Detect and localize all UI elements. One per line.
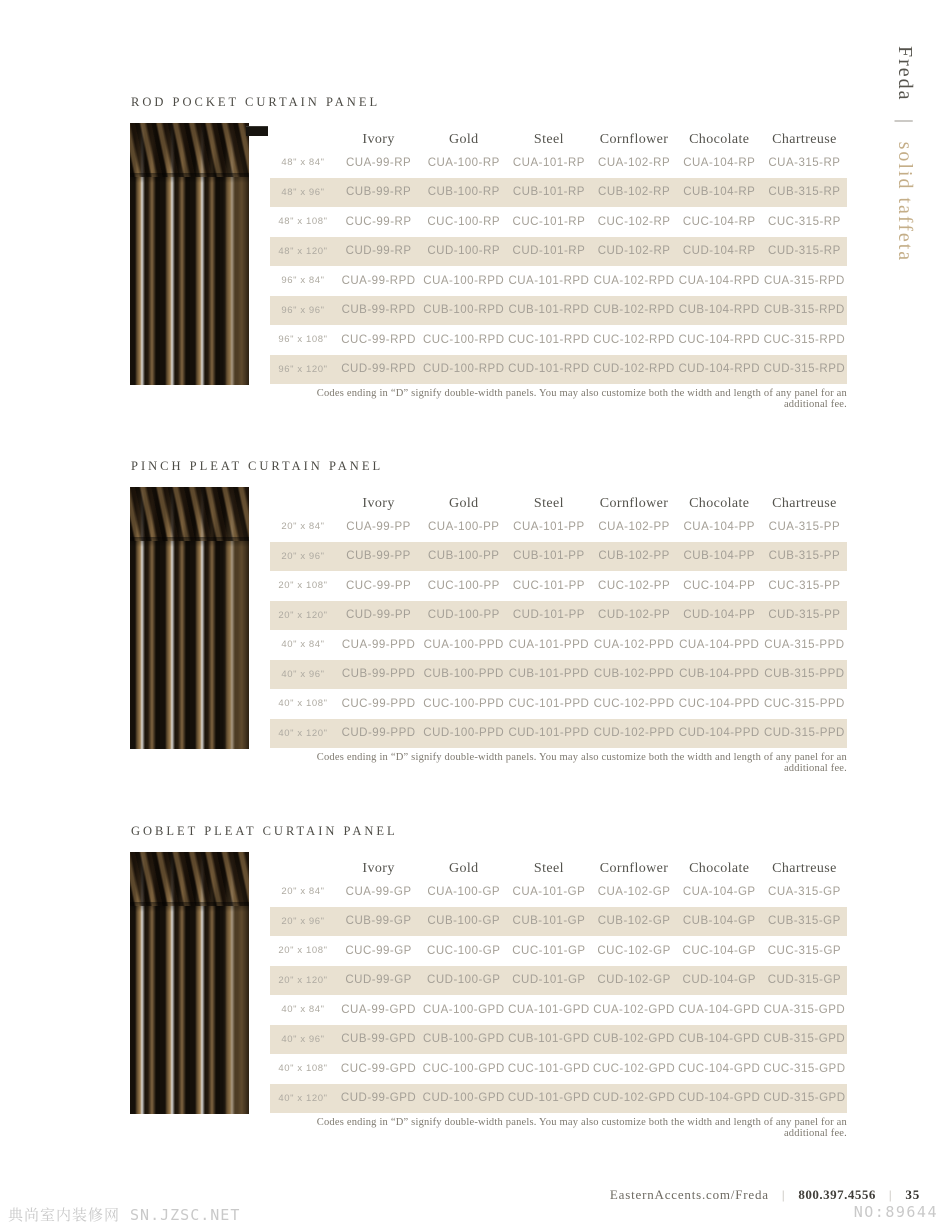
table-row	[270, 936, 847, 966]
table-row	[270, 660, 847, 690]
code-cell: CUB-99-RP	[345, 186, 412, 199]
code-cell: CUB-99-PPD	[341, 668, 416, 681]
size-cell: 48" x 84"	[281, 157, 325, 169]
code-cell: CUC-315-GPD	[763, 1062, 846, 1075]
column-header: Cornflower	[599, 131, 669, 147]
column-header: Chocolate	[689, 860, 750, 876]
code-cell: CUC-99-RP	[345, 215, 412, 228]
code-cell: CUA-102-GPD	[593, 1003, 675, 1016]
size-cell: 40" x 108"	[278, 1063, 328, 1075]
section-title: PINCH PLEAT CURTAIN PANEL	[131, 459, 384, 473]
table-row	[270, 1084, 847, 1114]
code-cell: CUB-100-RP	[427, 186, 500, 199]
size-cell: 20" x 120"	[278, 609, 328, 621]
code-cell: CUA-102-PP	[598, 520, 670, 533]
code-cell: CUD-100-PPD	[423, 727, 505, 740]
code-cell: CUB-102-GP	[597, 915, 671, 928]
code-cell: CUA-101-GPD	[508, 1003, 590, 1016]
code-cell: CUA-99-PP	[346, 520, 411, 533]
curtain-rod-finial	[246, 126, 268, 136]
code-cell: CUA-104-RPD	[678, 274, 760, 287]
size-cell: 96" x 108"	[278, 334, 328, 346]
code-cell: CUB-100-GP	[427, 915, 501, 928]
table-footnote: Codes ending in “D” signify double-width panels. You may also customize both the width and length of any panel for an additional fee.	[316, 388, 847, 410]
code-cell: CUA-101-RPD	[508, 274, 590, 287]
code-cell: CUA-99-RPD	[341, 274, 416, 287]
table-row	[270, 995, 847, 1025]
code-cell: CUD-99-PP	[345, 609, 412, 622]
column-header: Steel	[533, 131, 564, 147]
code-cell: CUD-104-GP	[682, 974, 756, 987]
table-row	[270, 296, 847, 326]
code-cell: CUC-101-GP	[512, 944, 586, 957]
section-rod-pocket	[130, 95, 850, 410]
code-cell: CUA-102-PPD	[593, 638, 675, 651]
code-cell: CUD-102-GPD	[592, 1092, 676, 1105]
code-cell: CUC-99-GPD	[340, 1062, 417, 1075]
size-cell: 48" x 120"	[278, 245, 328, 257]
code-cell: CUA-101-GP	[512, 885, 586, 898]
code-cell: CUD-100-GPD	[422, 1092, 505, 1105]
code-cell: CUC-104-RP	[682, 215, 756, 228]
code-cell: CUA-100-PPD	[423, 638, 504, 651]
code-cell: CUB-101-PP	[513, 550, 585, 563]
code-cell: CUA-102-GP	[597, 885, 671, 898]
column-header: Ivory	[362, 495, 395, 511]
table-row	[270, 237, 847, 267]
table-row	[270, 966, 847, 996]
table-header-row	[270, 860, 847, 877]
code-cell: CUC-101-RPD	[508, 333, 590, 346]
code-cell: CUD-101-GP	[512, 974, 586, 987]
table-row	[270, 601, 847, 631]
code-cell: CUA-104-PP	[683, 520, 755, 533]
code-cell: CUB-315-RPD	[763, 304, 845, 317]
code-cell: CUD-104-RPD	[678, 363, 761, 376]
code-cell: CUC-100-GPD	[422, 1062, 505, 1075]
table-row	[270, 1025, 847, 1055]
table-row	[270, 877, 847, 907]
code-cell: CUC-101-PPD	[508, 697, 590, 710]
code-cell: CUD-104-PP	[683, 609, 756, 622]
code-cell: CUC-99-GP	[345, 944, 412, 957]
column-header: Chartreuse	[772, 495, 837, 511]
size-cell: 40" x 84"	[281, 639, 325, 651]
code-cell: CUD-99-GP	[345, 974, 412, 987]
code-cell: CUC-101-RP	[512, 215, 586, 228]
code-cell: CUC-102-PP	[598, 579, 671, 592]
code-cell: CUB-101-GPD	[508, 1033, 590, 1046]
column-header: Cornflower	[599, 860, 669, 876]
code-cell: CUC-315-PP	[768, 579, 841, 592]
code-cell: CUA-99-GPD	[341, 1003, 416, 1016]
section-title: ROD POCKET CURTAIN PANEL	[131, 95, 381, 109]
code-cell: CUC-104-PP	[683, 579, 756, 592]
code-cell: CUB-104-GPD	[678, 1033, 761, 1046]
code-cell: CUA-100-RP	[427, 156, 500, 169]
code-cell: CUB-104-RP	[683, 186, 756, 199]
code-cell: CUA-100-GP	[427, 885, 501, 898]
code-cell: CUC-100-GP	[427, 944, 501, 957]
code-cell: CUC-101-PP	[512, 579, 585, 592]
page-footer	[610, 1187, 920, 1203]
code-cell: CUA-101-PPD	[508, 638, 590, 651]
code-cell: CUD-102-RPD	[593, 363, 675, 376]
code-cell: CUD-315-GPD	[763, 1092, 846, 1105]
footer-website-link[interactable]: EasternAccents.com/Freda	[609, 1187, 769, 1202]
code-cell: CUA-101-PP	[513, 520, 585, 533]
code-cell: CUD-102-RP	[597, 245, 671, 258]
code-cell: CUA-104-GPD	[678, 1003, 761, 1016]
watermark-number: NO:89644	[853, 1203, 938, 1221]
column-header: Gold	[448, 860, 479, 876]
code-cell: CUD-315-PP	[768, 609, 841, 622]
code-cell: CUC-99-RPD	[341, 333, 416, 346]
size-cell: 20" x 108"	[278, 945, 328, 957]
code-cell: CUC-104-GPD	[678, 1062, 761, 1075]
table-row	[270, 355, 847, 385]
code-cell: CUB-99-GP	[345, 915, 412, 928]
size-cell: 40" x 96"	[281, 668, 325, 680]
pinch-pleat-curtain-photo	[130, 487, 249, 749]
code-cell: CUD-104-PPD	[678, 727, 760, 740]
code-cell: CUC-100-PP	[427, 579, 500, 592]
code-cell: CUB-315-GPD	[763, 1033, 846, 1046]
page-number: 35	[905, 1187, 920, 1202]
code-cell: CUC-104-RPD	[678, 333, 761, 346]
code-cell: CUB-100-GPD	[422, 1033, 505, 1046]
code-cell: CUC-102-GPD	[592, 1062, 676, 1075]
code-cell: CUD-100-PP	[427, 609, 500, 622]
size-cell: 40" x 108"	[278, 698, 328, 710]
code-cell: CUC-102-RPD	[593, 333, 675, 346]
code-cell: CUA-100-RPD	[423, 274, 505, 287]
code-cell: CUD-102-PP	[598, 609, 671, 622]
code-cell: CUA-100-GPD	[422, 1003, 505, 1016]
table-row	[270, 178, 847, 208]
size-cell: 96" x 120"	[278, 363, 328, 375]
code-cell: CUC-100-RP	[427, 215, 501, 228]
column-header: Ivory	[362, 860, 395, 876]
code-cell: CUD-100-GP	[427, 974, 501, 987]
code-cell: CUD-315-PPD	[763, 727, 845, 740]
brand-separator: |	[894, 118, 916, 125]
column-header: Chartreuse	[772, 131, 837, 147]
table-row	[270, 266, 847, 296]
code-cell: CUD-315-GP	[767, 974, 842, 987]
code-cell: CUB-101-GP	[512, 915, 586, 928]
column-header: Ivory	[362, 131, 395, 147]
table-row	[270, 542, 847, 572]
code-cell: CUB-102-PP	[598, 550, 670, 563]
code-cell: CUB-99-PP	[346, 550, 411, 563]
table-row	[270, 1054, 847, 1084]
code-cell: CUA-315-RP	[768, 156, 841, 169]
code-cell: CUB-101-RP	[512, 186, 585, 199]
table-row	[270, 689, 847, 719]
table-row	[270, 719, 847, 749]
code-cell: CUB-104-GP	[682, 915, 756, 928]
code-cell: CUC-102-RP	[597, 215, 671, 228]
code-cell: CUC-100-PPD	[423, 697, 505, 710]
footer-phone: 800.397.4556	[798, 1187, 876, 1202]
size-cell: 20" x 84"	[281, 521, 325, 533]
table-header-row	[270, 495, 847, 512]
column-header: Chartreuse	[772, 860, 837, 876]
code-cell: CUB-99-RPD	[341, 304, 416, 317]
code-cell: CUB-102-RPD	[593, 304, 675, 317]
code-cell: CUC-315-PPD	[763, 697, 845, 710]
size-cell: 40" x 120"	[278, 727, 328, 739]
size-cell: 40" x 120"	[278, 1092, 328, 1104]
column-header: Cornflower	[599, 495, 669, 511]
code-cell: CUC-315-GP	[767, 944, 842, 957]
goblet-pleat-curtain-photo	[130, 852, 249, 1114]
code-cell: CUD-99-RP	[345, 245, 412, 258]
size-cell: 40" x 96"	[281, 1033, 325, 1045]
section-title: GOBLET PLEAT CURTAIN PANEL	[131, 824, 398, 838]
collection-name: solid taffeta	[894, 141, 916, 263]
code-cell: CUD-315-RPD	[763, 363, 846, 376]
code-cell: CUA-99-PPD	[341, 638, 416, 651]
code-cell: CUB-100-PPD	[423, 668, 504, 681]
code-cell: CUC-104-PPD	[678, 697, 760, 710]
code-cell: CUD-101-PP	[512, 609, 585, 622]
code-cell: CUA-99-RP	[345, 156, 412, 169]
code-cell: CUC-104-GP	[682, 944, 756, 957]
code-cell: CUC-315-RP	[768, 215, 841, 228]
column-header: Steel	[533, 495, 564, 511]
watermark-site: 典尚室内装修网 SN.JZSC.NET	[8, 1206, 241, 1224]
table-header-row	[270, 131, 847, 148]
table-row	[270, 148, 847, 178]
code-cell: CUA-315-PPD	[764, 638, 845, 651]
code-cell: CUB-99-GPD	[341, 1033, 416, 1046]
code-cell: CUB-102-PPD	[593, 668, 675, 681]
code-cell: CUD-99-RPD	[341, 363, 416, 376]
table-row	[270, 630, 847, 660]
code-cell: CUB-104-PPD	[679, 668, 760, 681]
code-cell: CUD-101-GPD	[507, 1092, 590, 1105]
code-cell: CUA-315-GPD	[763, 1003, 846, 1016]
code-cell: CUB-100-RPD	[423, 304, 505, 317]
brand-name: Freda	[894, 46, 916, 102]
code-cell: CUD-100-RPD	[422, 363, 505, 376]
code-cell: CUB-315-PPD	[764, 668, 845, 681]
code-cell: CUD-101-RPD	[508, 363, 590, 376]
size-cell: 96" x 84"	[281, 275, 325, 287]
code-cell: CUA-102-RPD	[593, 274, 675, 287]
section-pinch-pleat	[130, 459, 850, 774]
code-cell: CUA-104-RP	[683, 156, 756, 169]
code-cell: CUC-99-PPD	[341, 697, 416, 710]
code-cell: CUD-102-PPD	[593, 727, 675, 740]
code-cell: CUC-315-RPD	[763, 333, 846, 346]
code-cell: CUD-104-GPD	[678, 1092, 761, 1105]
code-cell: CUB-102-RP	[598, 186, 671, 199]
panel-table	[270, 860, 847, 1113]
rod-pocket-curtain-photo	[130, 123, 249, 385]
footer-separator: |	[888, 1187, 893, 1202]
size-cell: 48" x 108"	[278, 216, 328, 228]
code-cell: CUB-104-RPD	[678, 304, 760, 317]
column-header: Chocolate	[689, 131, 750, 147]
table-row	[270, 325, 847, 355]
table-row	[270, 571, 847, 601]
footer-separator: |	[781, 1187, 786, 1202]
table-row	[270, 207, 847, 237]
code-cell: CUD-101-PPD	[508, 727, 590, 740]
code-cell: CUB-101-RPD	[508, 304, 590, 317]
code-cell: CUD-315-RP	[768, 245, 841, 258]
size-cell: 48" x 96"	[281, 186, 325, 198]
size-cell: 20" x 96"	[281, 550, 325, 562]
size-cell: 20" x 96"	[281, 915, 325, 927]
code-cell: CUC-102-PPD	[593, 697, 675, 710]
code-cell: CUB-101-PPD	[508, 668, 590, 681]
table-row	[270, 512, 847, 542]
table-row	[270, 907, 847, 937]
panel-table	[270, 131, 847, 384]
code-cell: CUA-315-PP	[768, 520, 841, 533]
code-cell: CUC-99-PP	[345, 579, 412, 592]
code-cell: CUA-104-PPD	[679, 638, 760, 651]
page-edge-brand	[893, 46, 916, 262]
code-cell: CUD-99-PPD	[341, 727, 416, 740]
column-header: Gold	[448, 495, 479, 511]
code-cell: CUD-104-RP	[682, 245, 756, 258]
code-cell: CUB-315-GP	[768, 915, 841, 928]
size-cell: 20" x 120"	[278, 974, 328, 986]
code-cell: CUD-100-RP	[427, 245, 501, 258]
code-cell: CUB-104-PP	[683, 550, 755, 563]
size-cell: 40" x 84"	[281, 1004, 325, 1016]
code-cell: CUA-104-GP	[682, 885, 756, 898]
code-cell: CUB-100-PP	[428, 550, 500, 563]
code-cell: CUA-101-RP	[512, 156, 585, 169]
code-cell: CUC-100-RPD	[422, 333, 505, 346]
table-footnote: Codes ending in “D” signify double-width panels. You may also customize both the width and length of any panel for an additional fee.	[316, 752, 847, 774]
code-cell: CUA-315-GP	[768, 885, 841, 898]
code-cell: CUD-101-RP	[512, 245, 586, 258]
panel-table	[270, 495, 847, 748]
size-cell: 96" x 96"	[281, 304, 325, 316]
size-cell: 20" x 84"	[281, 886, 325, 898]
table-footnote: Codes ending in “D” signify double-width panels. You may also customize both the width and length of any panel for an additional fee.	[316, 1117, 847, 1139]
code-cell: CUC-101-GPD	[507, 1062, 590, 1075]
code-cell: CUC-102-GP	[597, 944, 671, 957]
code-cell: CUD-102-GP	[597, 974, 671, 987]
code-cell: CUB-102-GPD	[593, 1033, 675, 1046]
code-cell: CUA-100-PP	[428, 520, 500, 533]
column-header: Chocolate	[689, 495, 750, 511]
column-header: Gold	[448, 131, 479, 147]
code-cell: CUA-99-GP	[345, 885, 412, 898]
code-cell: CUB-315-RP	[768, 186, 841, 199]
code-cell: CUA-102-RP	[598, 156, 671, 169]
section-goblet-pleat	[130, 824, 850, 1139]
code-cell: CUA-315-RPD	[763, 274, 845, 287]
code-cell: CUB-315-PP	[768, 550, 841, 563]
size-cell: 20" x 108"	[278, 580, 328, 592]
column-header: Steel	[533, 860, 564, 876]
code-cell: CUD-99-GPD	[340, 1092, 417, 1105]
